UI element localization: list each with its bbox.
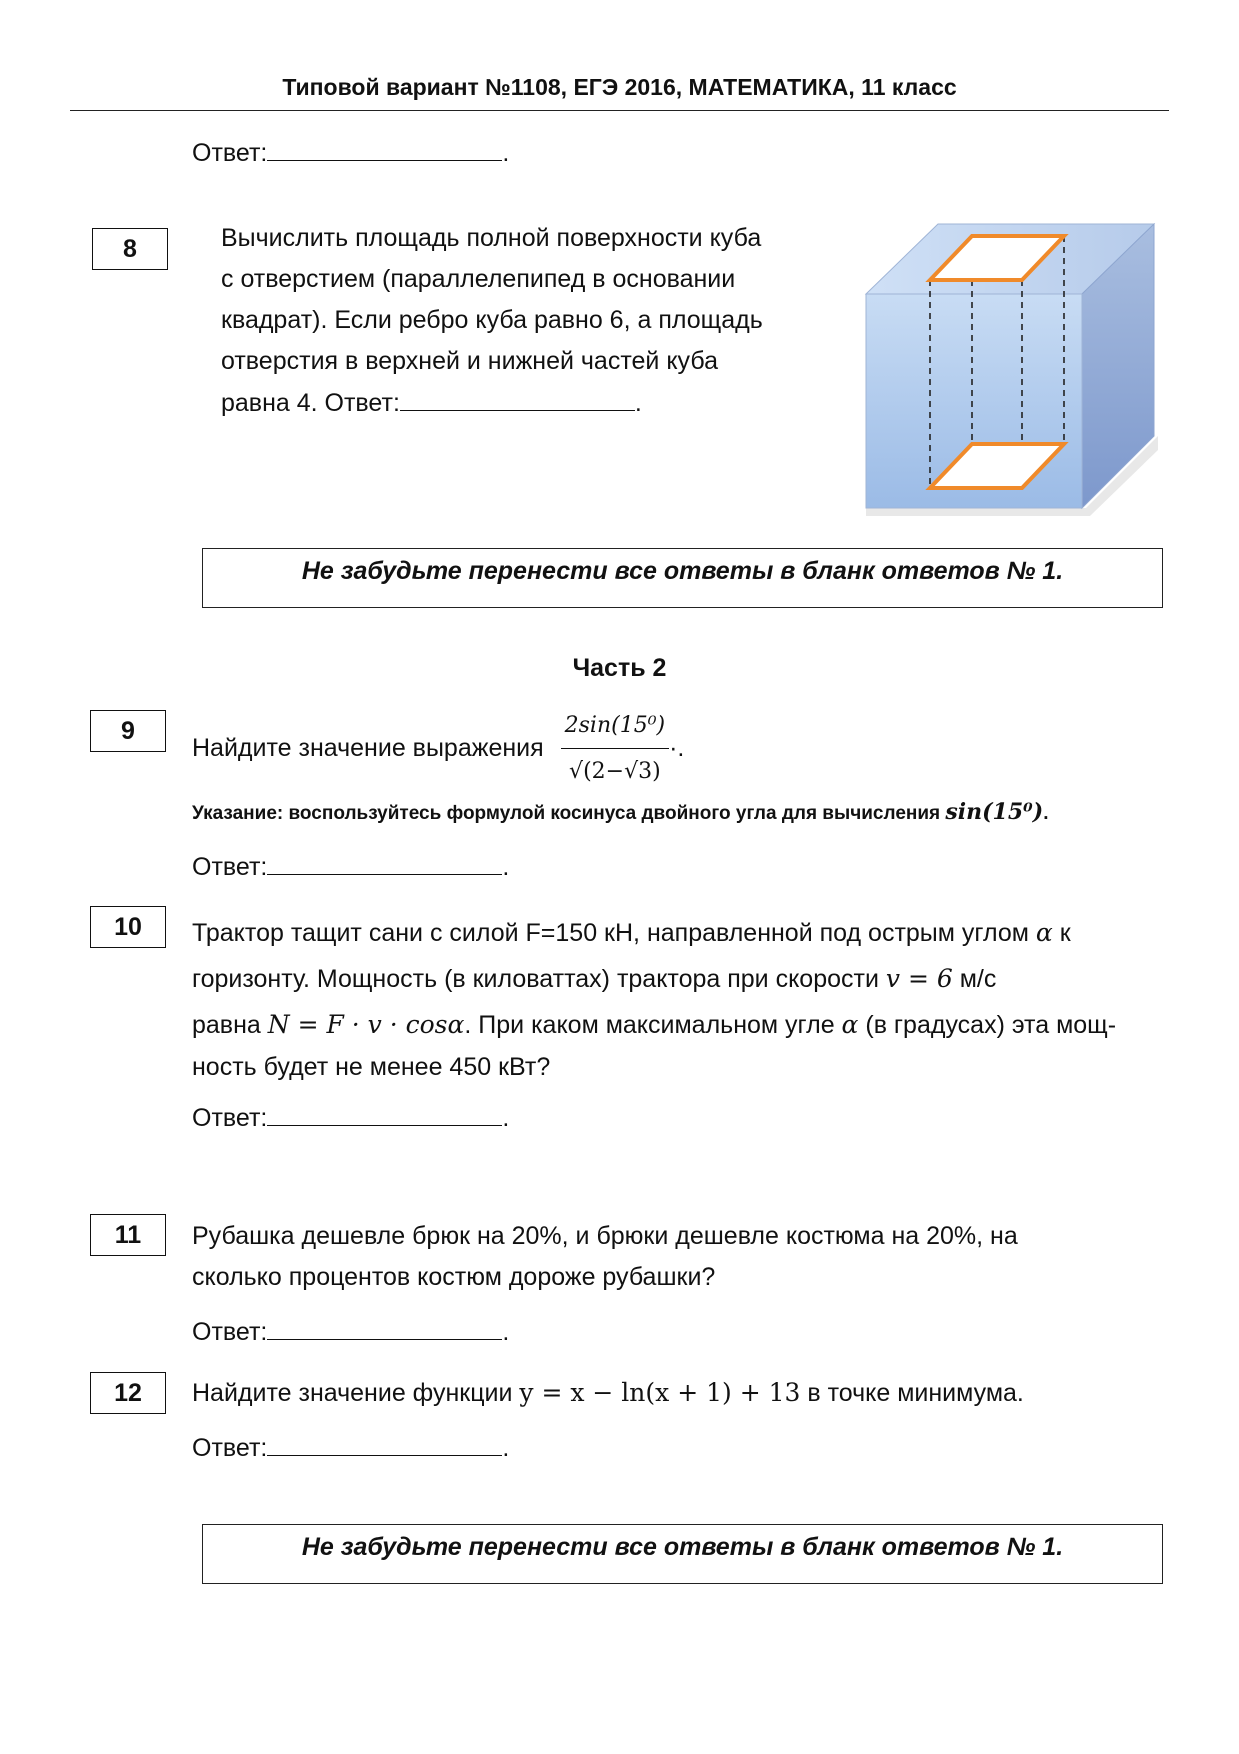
- answer-label: Ответ:: [192, 1434, 268, 1462]
- task8-line: отверстия в верхней и нижней частей куба: [221, 347, 718, 375]
- page-header: Типовой вариант №1108, ЕГЭ 2016, МАТЕМАТИКА, 11 класс: [282, 74, 957, 100]
- task8-line: с отверстием (параллелепипед в основании: [221, 265, 736, 293]
- task9-denominator: √(2−√3): [569, 759, 661, 784]
- answer-blank[interactable]: [267, 852, 502, 875]
- answer-blank[interactable]: [267, 1433, 502, 1456]
- task8-line: Вычислить площадь полной поверхности куба: [221, 224, 762, 252]
- header-divider: [70, 110, 1169, 111]
- answer-period: .: [502, 139, 510, 167]
- answer-label: Ответ:: [192, 1104, 268, 1132]
- task10-formula: N = F · v · cosα: [267, 1010, 465, 1039]
- task10-line-4: ность будет не менее 450 кВт?: [192, 1053, 551, 1081]
- task10-text: [192, 910, 1165, 1086]
- task9-text: [192, 705, 684, 792]
- task8-last-line: равна 4. Ответ:: [221, 389, 400, 417]
- task11-answer-row: [192, 1317, 509, 1347]
- task9-end: ·.: [669, 734, 685, 762]
- task-number-10: 10: [90, 906, 166, 948]
- task11-line-2: сколько процентов костюм дороже рубашки?: [192, 1263, 716, 1291]
- task12-answer-row: [192, 1433, 509, 1463]
- reminder-box-2: Не забудьте перенести все ответы в бланк ответов № 1.: [202, 1524, 1163, 1584]
- answer-blank[interactable]: [400, 388, 635, 411]
- answer-label: Ответ:: [192, 1318, 268, 1346]
- reminder-box-1: Не забудьте перенести все ответы в бланк ответов № 1.: [202, 548, 1163, 608]
- alpha-symbol: α: [841, 1010, 859, 1039]
- answer-period: .: [634, 389, 642, 417]
- task9-hint-math: sin(15⁰): [945, 799, 1044, 825]
- answer-label: Ответ:: [192, 853, 268, 881]
- answer-period: .: [502, 1434, 510, 1462]
- task9-numerator: 2sin(15⁰): [561, 705, 669, 749]
- answer-row-7: [192, 138, 509, 168]
- task9-prompt: Найдите значение выражения: [192, 734, 544, 762]
- alpha-symbol: α: [1035, 918, 1053, 947]
- task10-line-2: горизонту. Мощность (в киловаттах) трактора при скорости v = 6 м/с: [192, 964, 997, 993]
- task9-fraction: [561, 705, 669, 792]
- answer-blank[interactable]: [267, 1103, 502, 1126]
- task10-velocity: v = 6: [885, 964, 953, 993]
- task-number-8: 8: [92, 228, 168, 270]
- task9-hint-text: Указание: воспользуйтесь формулой косинуса двойного угла для вычисления: [192, 803, 946, 824]
- part-2-heading: Часть 2: [572, 654, 667, 682]
- answer-label: Ответ:: [192, 139, 268, 167]
- task9-hint-end: .: [1043, 803, 1049, 824]
- answer-blank[interactable]: [267, 1317, 502, 1340]
- cube-with-hole-figure: [858, 218, 1170, 518]
- task10-line-3: равна N = F · v · cosα. При каком максимальном угле α (в градусах) эта мощ-: [192, 1010, 1117, 1039]
- answer-period: .: [502, 853, 510, 881]
- task11-text: [192, 1216, 1165, 1298]
- task9-hint: [192, 799, 1049, 825]
- task8-answer-row: [221, 388, 642, 418]
- task8-line: квадрат). Если ребро куба равно 6, а площадь: [221, 306, 763, 334]
- task11-line-1: Рубашка дешевле брюк на 20%, и брюки дешевле костюма на 20%, на: [192, 1222, 1018, 1250]
- task12-text: Найдите значение функции y = x − ln(x + 1) + 13 в точке минимума.: [192, 1378, 1024, 1407]
- task10-line-1: Трактор тащит сани с силой F=150 кН, направленной под острым углом α к: [192, 918, 1071, 947]
- task-number-12: 12: [90, 1372, 166, 1414]
- task-number-9: 9: [90, 710, 166, 752]
- answer-period: .: [502, 1318, 510, 1346]
- task9-answer-row: [192, 852, 509, 882]
- answer-period: .: [502, 1104, 510, 1132]
- task-number-11: 11: [90, 1214, 166, 1256]
- task10-answer-row: [192, 1103, 509, 1133]
- task12-formula: y = x − ln(x + 1) + 13: [519, 1378, 801, 1407]
- task8-text: [221, 218, 838, 382]
- answer-blank[interactable]: [267, 138, 502, 161]
